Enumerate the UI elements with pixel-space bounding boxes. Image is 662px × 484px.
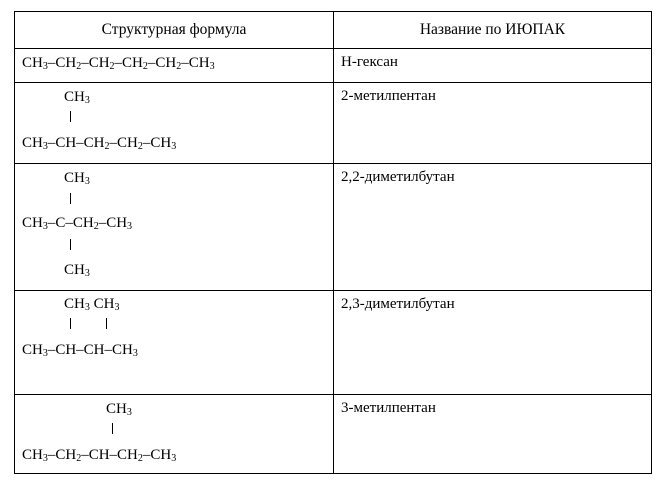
- iupac-name-cell: 2,3-диметилбутан: [334, 291, 652, 395]
- formula-main-chain: $CH_3-CH-CH_2-CH_2-CH_3$: [22, 135, 177, 152]
- formula-cell: [15, 395, 334, 474]
- formula-substituent: $CH_3$: [106, 401, 132, 418]
- formula-main-chain: $CH_3-CH_2-CH_2-CH_2-CH_2-CH_3$: [22, 55, 215, 72]
- bond-line: [70, 239, 71, 250]
- bond-line: [112, 423, 113, 434]
- header-structural-formula: Структурная формула: [15, 12, 334, 49]
- table-row: [15, 83, 652, 164]
- formula-substituent: $CH_3$: [64, 89, 90, 106]
- bond-line: [70, 111, 71, 122]
- formula-substituents: $CH_3$ $CH_3$: [64, 296, 120, 313]
- formula-cell: [15, 164, 334, 291]
- formula-substituent: $CH_3$: [64, 170, 90, 187]
- formula-main-chain: $CH_3-CH_2-CH-CH_2-CH_3$: [22, 447, 177, 464]
- table-row: [15, 291, 652, 395]
- formula-main-chain: $CH_3-CH-CH-CH_3$: [22, 342, 138, 359]
- nomenclature-table: [14, 11, 652, 474]
- formula-cell: [15, 83, 334, 164]
- formula-main-chain: $CH_3-C-CH_2-CH_3$: [22, 215, 133, 232]
- iupac-name-cell: 2-метилпентан: [334, 83, 652, 164]
- table-row: [15, 164, 652, 291]
- bond-line: [70, 193, 71, 204]
- bond-line: [70, 318, 71, 329]
- table-header-row: [15, 12, 652, 49]
- header-iupac-name: Название по ИЮПАК: [334, 12, 652, 49]
- formula-cell: [15, 49, 334, 83]
- iupac-name-cell: 3-метилпентан: [334, 395, 652, 474]
- iupac-name-cell: Н-гексан: [334, 49, 652, 83]
- iupac-name-cell: 2,2-диметилбутан: [334, 164, 652, 291]
- formula-cell: [15, 291, 334, 395]
- formula-substituent: $CH_3$: [64, 262, 90, 279]
- table-row: [15, 395, 652, 474]
- bond-line: [106, 318, 107, 329]
- table-row: [15, 49, 652, 83]
